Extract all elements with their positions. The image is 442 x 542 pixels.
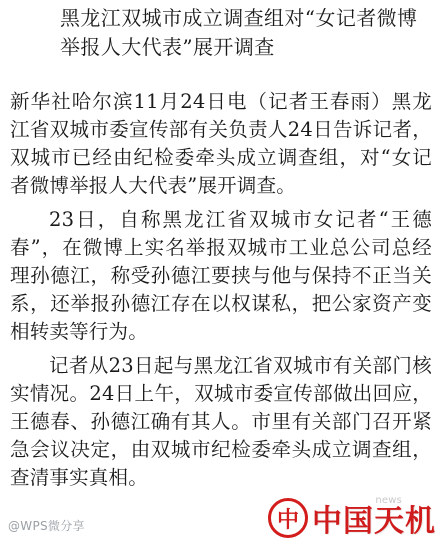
seal-icon: 中 bbox=[268, 498, 308, 538]
article-paragraph-3: 记者从23日起与黑龙江省双城市有关部门核实情况。24日上午，双城市委宣传部做出回应，王德春、孙德江确有其人。市里有关部门召开紧急会议决定，由双城市纪检委牵头成立调查组，查清事实真相。 bbox=[10, 354, 432, 489]
article-paragraph-1: 新华社哈尔滨11月24日电（记者王春雨）黑龙江省双城市委宣传部有关负责人24日告诉记者，双城市已经由纪检委牵头成立调查组，对“女记者微博举报人大代表”展开调查。 bbox=[10, 90, 432, 197]
watermark-logo-text: 中国天机 bbox=[312, 504, 436, 539]
footer bbox=[0, 495, 442, 542]
site-watermark-logo bbox=[268, 496, 436, 540]
article-paragraph-2: 23日，自称黑龙江省双城市女记者“王德春”，在微博上实名举报双城市工业总公司总经理孙德江，称受孙德江要挟与他与保持不正当关系，还举报孙德江存在以权谋私，把公家资产变相转卖等行为。 bbox=[10, 208, 432, 343]
wps-share-tag[interactable]: @WPS微分享 bbox=[8, 519, 85, 533]
site-watermark-text: news bbox=[375, 495, 402, 506]
article-headline: 黑龙江双城市成立调查组对“女记者微博举报人大代表”展开调查 bbox=[60, 6, 418, 59]
